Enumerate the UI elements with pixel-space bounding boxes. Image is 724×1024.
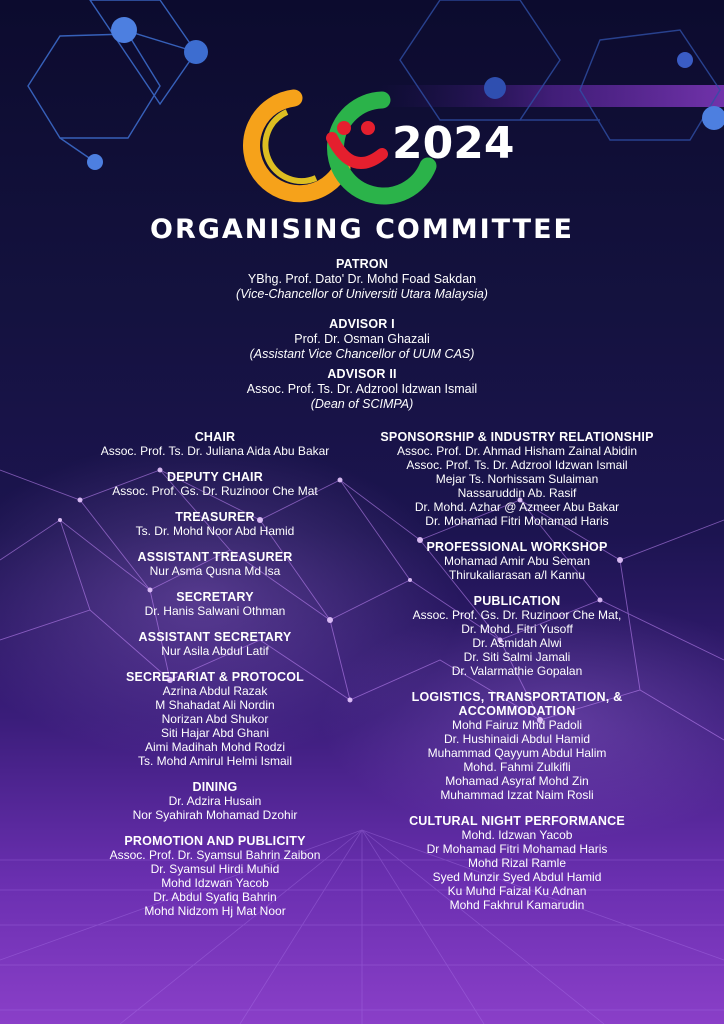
committee-section [70,510,360,538]
member-name: YBhg. Prof. Dato' Dr. Mohd Foad Sakdan [247,272,477,286]
section-title: CULTURAL NIGHT PERFORMANCE [409,814,625,828]
member-name: Nor Syahirah Mohamad Dzohir [132,808,298,822]
member-name: M Shahadat Ali Nordin [155,698,275,712]
member-name: Mohd Nidzom Hj Mat Noor [144,904,286,918]
member-name: Dr. Syamsul Hirdi Muhid [150,862,280,876]
member-name: Norizan Abd Shukor [161,712,269,726]
committee-section [70,430,360,458]
member-name: Siti Hajar Abd Ghani [160,726,270,740]
member-name: Dr. Asmidah Alwi [472,636,562,650]
member-name: Mohd. Idzwan Yacob [461,828,573,842]
member-name: Assoc. Prof. Ts. Dr. Juliana Aida Abu Bakar [100,444,330,458]
section-title: SPONSORSHIP & INDUSTRY RELATIONSHIP [380,430,654,444]
committee-section [372,430,662,528]
member-name: Mohd Fakhrul Kamarudin [449,898,585,912]
section-title: PUBLICATION [473,594,561,608]
committee-section [372,540,662,582]
member-name: Nassaruddin Ab. Rasif [457,486,577,500]
section-title: ADVISOR I [329,317,395,331]
section-title: PROFESSIONAL WORKSHOP [426,540,608,554]
left-committee-column [70,430,360,930]
member-name: Ts. Mohd Amirul Helmi Ismail [137,754,293,768]
section-title: ASSISTANT TREASURER [137,550,293,564]
member-name: Nur Asila Abdul Latif [161,644,269,658]
advisor-1-section [0,317,724,362]
member-name: Dr. Siti Salmi Jamali [463,650,571,664]
committee-section [372,814,662,912]
committee-section [70,630,360,658]
section-title: ASSISTANT SECRETARY [138,630,292,644]
logo-year: 2024 [392,118,515,169]
member-name: Mohd Rizal Ramle [467,856,567,870]
committee-section [372,690,662,802]
section-title: PATRON [335,257,389,271]
member-name: Assoc. Prof. Ts. Dr. Adzrool Idzwan Ismail [406,458,628,472]
member-name: Dr. Adzira Husain [168,794,262,808]
member-name: Dr. Abdul Syafiq Bahrin [153,890,277,904]
section-title: DINING [192,780,238,794]
member-name: Mohamad Amir Abu Seman [443,554,591,568]
member-name: Mohamad Asyraf Mohd Zin [445,774,589,788]
section-title: SECRETARIAT & PROTOCOL [125,670,304,684]
member-name: Mohd Idzwan Yacob [161,876,269,890]
member-name: Nur Asma Qusna Md Isa [149,564,281,578]
member-name: Assoc. Prof. Dr. Ahmad Hisham Zainal Abidin [396,444,638,458]
member-name: Assoc. Prof. Gs. Dr. Ruzinoor Che Mat [112,484,318,498]
section-title: LOGISTICS, TRANSPORTATION, & [411,690,623,704]
committee-section [372,594,662,678]
committee-section [70,670,360,768]
member-name: Muhammad Qayyum Abdul Halim [427,746,607,760]
member-name: Dr. Hanis Salwani Othman [144,604,286,618]
section-title: DEPUTY CHAIR [167,470,263,484]
right-committee-column [372,430,662,924]
member-name: Dr. Mohd. Azhar @ Azmeer Abu Bakar [414,500,620,514]
member-name: Mejar Ts. Norhissam Sulaiman [435,472,599,486]
section-title: ACCOMMODATION [458,704,576,718]
patron-section [0,257,724,302]
committee-section [70,550,360,578]
member-name: Azrina Abdul Razak [162,684,268,698]
member-name: Aimi Madihah Mohd Rodzi [144,740,286,754]
member-name: Assoc. Prof. Gs. Dr. Ruzinoor Che Mat, [412,608,622,622]
committee-section [70,834,360,918]
member-name: Dr. Mohamad Fitri Mohamad Haris [425,514,609,528]
member-name: Mohd Fairuz Mhd Padoli [451,718,583,732]
member-role: (Vice-Chancellor of Universiti Utara Malaysia) [236,287,488,301]
committee-section [70,590,360,618]
member-name: Dr. Valarmathie Gopalan [451,664,583,678]
member-role: (Dean of SCIMPA) [310,397,414,411]
member-role: (Assistant Vice Chancellor of UUM CAS) [249,347,475,361]
section-title: PROMOTION AND PUBLICITY [124,834,306,848]
member-name: Mohd. Fahmi Zulkifli [463,760,571,774]
member-name: Ts. Dr. Mohd Noor Abd Hamid [135,524,295,538]
member-name: Prof. Dr. Osman Ghazali [294,332,430,346]
advisor-2-section [0,367,724,412]
section-title: SECRETARY [176,590,254,604]
page-title: ORGANISING COMMITTEE [150,214,574,245]
member-name: Muhammad Izzat Naim Rosli [440,788,594,802]
member-name: Assoc. Prof. Ts. Dr. Adzrool Idzwan Ismail [246,382,478,396]
committee-section [70,780,360,822]
member-name: Dr. Mohd. Fitri Yusoff [461,622,573,636]
section-title: TREASURER [175,510,255,524]
member-name: Thirukaliarasan a/l Kannu [448,568,586,582]
member-name: Dr Mohamad Fitri Mohamad Haris [426,842,608,856]
member-name: Ku Muhd Faizal Ku Adnan [447,884,587,898]
section-title: CHAIR [194,430,236,444]
committee-section [70,470,360,498]
member-name: Assoc. Prof. Dr. Syamsul Bahrin Zaibon [109,848,321,862]
member-name: Dr. Hushinaidi Abdul Hamid [443,732,591,746]
conference-logo [232,92,515,200]
member-name: Syed Munzir Syed Abdul Hamid [432,870,602,884]
section-title: ADVISOR II [327,367,397,381]
